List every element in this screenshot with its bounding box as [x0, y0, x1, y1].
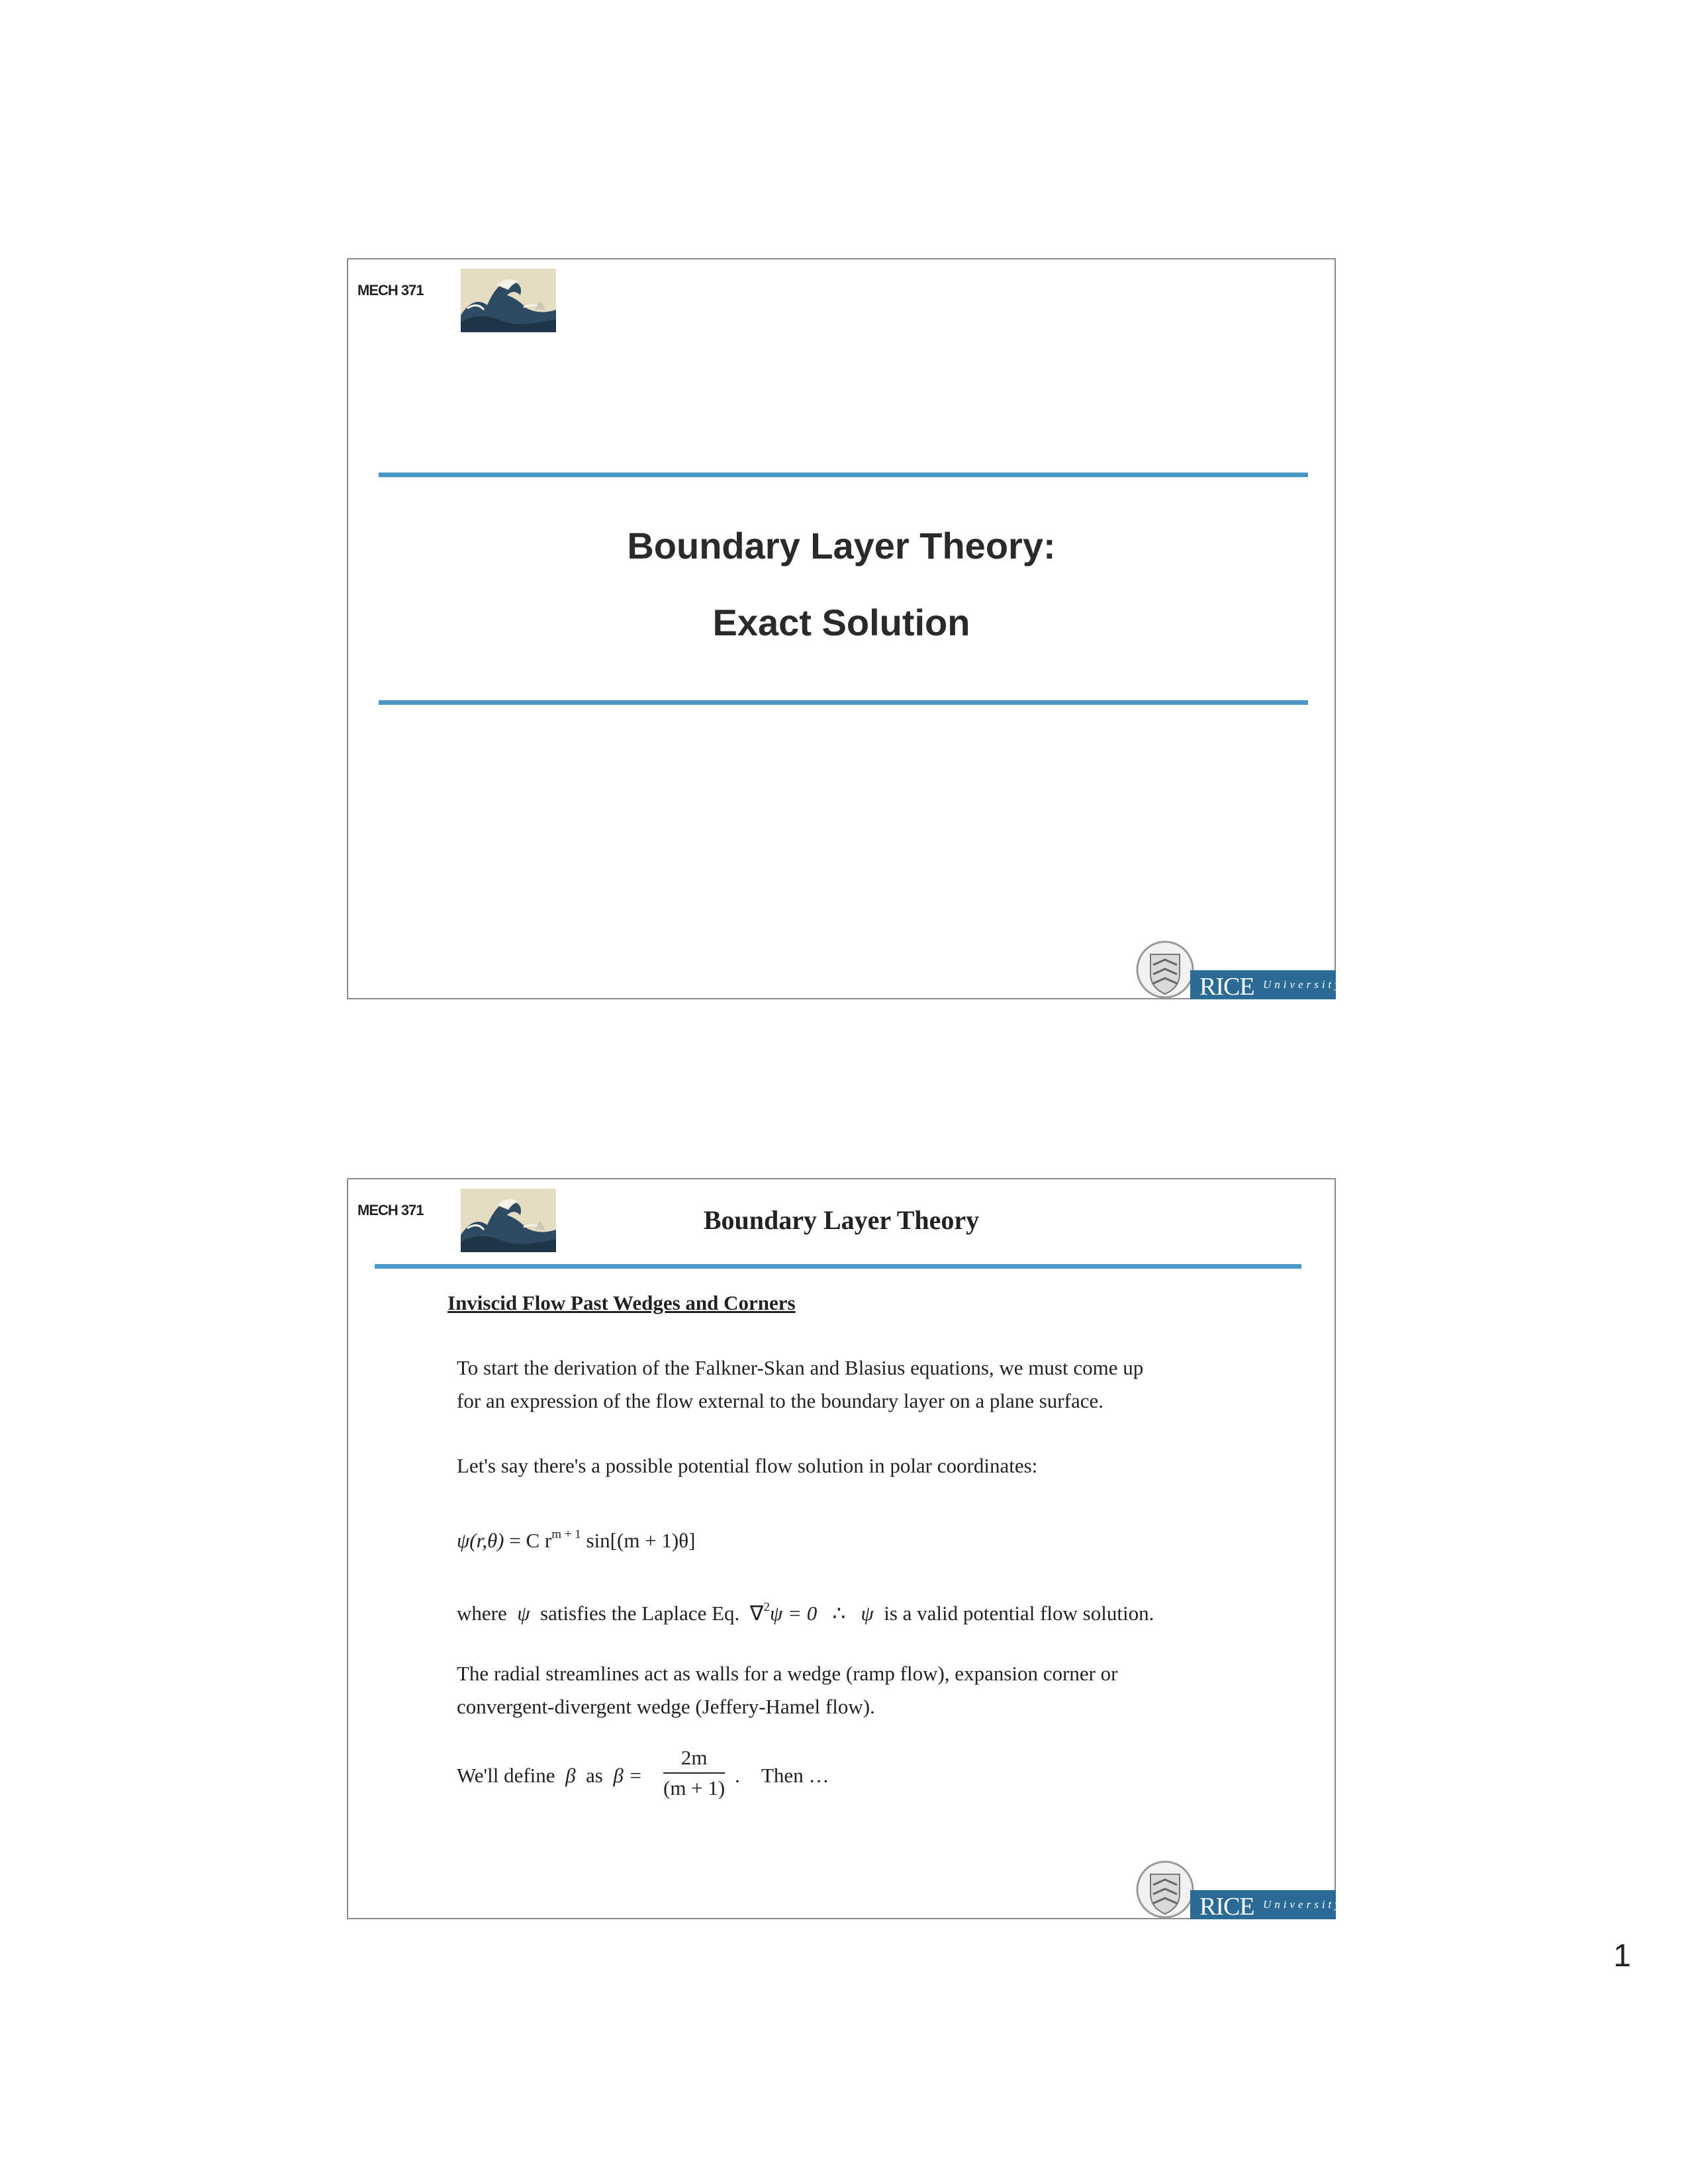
- slide-header: Boundary Layer Theory: [703, 1205, 980, 1235]
- paragraph-3-line-1: The radial streamlines act as walls for a wedge (ramp flow), expansion corner or: [457, 1662, 1118, 1685]
- define-as: as: [586, 1764, 603, 1787]
- slide-2: [347, 1178, 1343, 1921]
- define-then: Then …: [761, 1764, 829, 1787]
- rice-wordmark: RICE: [1199, 1893, 1254, 1921]
- laplace-eq: ψ = 0: [770, 1602, 818, 1625]
- define-beta-eq: β =: [613, 1764, 643, 1787]
- fraction-numerator: 2m: [663, 1743, 725, 1774]
- equation-rhs: sin[(m + 1)θ]: [586, 1529, 696, 1552]
- laplace-line: [457, 1591, 1154, 1630]
- equation-eq: = C r: [509, 1529, 552, 1552]
- slide-1: [347, 258, 1343, 1001]
- great-wave-image: [461, 269, 556, 332]
- page-number: 1: [1613, 1938, 1631, 1974]
- define-lead: We'll define: [457, 1764, 555, 1787]
- equation-lhs: ψ(r,θ): [457, 1529, 504, 1552]
- rice-shield-icon: [1133, 1860, 1197, 1919]
- paragraph-3-line-2: convergent-divergent wedge (Jeffery-Hamel flow).: [457, 1695, 875, 1718]
- laplace-nabla: ∇: [749, 1602, 764, 1625]
- fraction-denominator: (m + 1): [663, 1776, 726, 1799]
- rice-band: [1190, 970, 1343, 1001]
- course-code: MECH 371: [357, 282, 424, 298]
- title-line-2: Exact Solution: [712, 602, 970, 643]
- laplace-mid: satisfies the Laplace Eq.: [540, 1602, 740, 1625]
- rice-university-text: University: [1263, 1898, 1343, 1911]
- paragraph-1-line-2: for an expression of the flow external to the boundary layer on a plane surface.: [457, 1389, 1103, 1412]
- beta-definition: [457, 1759, 642, 1792]
- subheading: Inviscid Flow Past Wedges and Corners: [447, 1291, 796, 1314]
- laplace-end: is a valid potential flow solution.: [884, 1602, 1154, 1625]
- laplace-squared: 2: [763, 1600, 771, 1614]
- rice-university-text: University: [1263, 978, 1343, 991]
- equation-exponent: m + 1: [551, 1527, 581, 1541]
- define-dot: .: [735, 1764, 740, 1787]
- bottom-rule: [379, 700, 1308, 705]
- laplace-where: where: [457, 1602, 507, 1625]
- stream-function-equation: [457, 1518, 695, 1557]
- rice-band: [1190, 1890, 1343, 1921]
- rice-logo: [1131, 1860, 1343, 1921]
- laplace-psi-2: ψ: [861, 1602, 874, 1625]
- rice-shield-icon: [1133, 940, 1197, 999]
- paragraph-1-line-1: To start the derivation of the Falkner-Skan and Blasius equations, we must come up: [457, 1356, 1144, 1379]
- laplace-psi: ψ: [517, 1602, 530, 1625]
- header-rule: [375, 1264, 1301, 1269]
- title-line-1: Boundary Layer Theory:: [627, 525, 1056, 567]
- rice-wordmark: RICE: [1199, 973, 1254, 1001]
- top-rule: [379, 473, 1308, 477]
- rice-logo: [1131, 940, 1343, 1001]
- beta-fraction: [663, 1743, 725, 1803]
- define-beta: β: [565, 1764, 576, 1787]
- therefore-symbol: ∴: [832, 1602, 846, 1625]
- course-code: MECH 371: [357, 1202, 424, 1218]
- paragraph-2: Let's say there's a possible potential flow solution in polar coordinates:: [457, 1454, 1038, 1477]
